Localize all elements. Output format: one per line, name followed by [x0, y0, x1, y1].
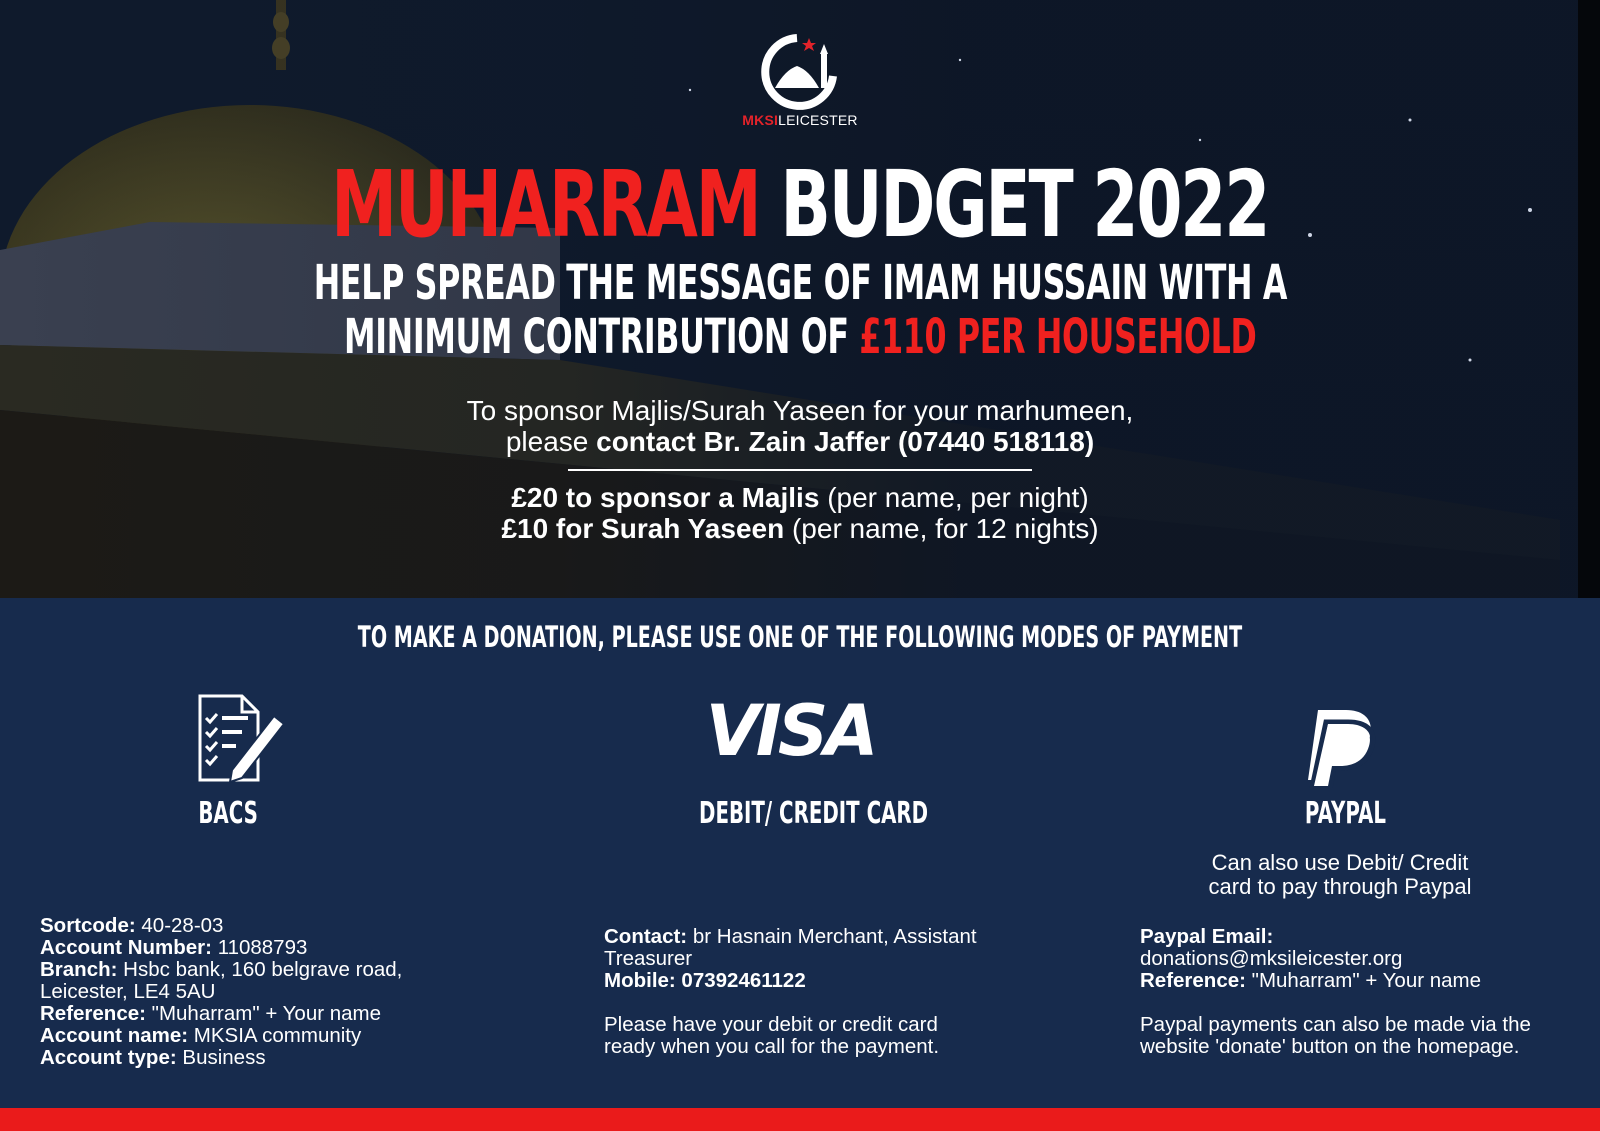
subheadline-white: MINIMUM CONTRIBUTION OF [343, 309, 849, 365]
logo-text-white: LEICESTER [778, 112, 858, 128]
paypal-web-note: Paypal payments can also be made via the [1140, 1013, 1531, 1036]
bacs-row: Sortcode: 40-28-03 [40, 914, 224, 937]
title-white: BUDGET 2022 [780, 151, 1269, 258]
card-contact: Contact: br Hasnain Merchant, Assistant [604, 925, 977, 948]
majlis-price-note: (per name, per night) [827, 482, 1089, 513]
divider [568, 469, 1032, 471]
bacs-details [40, 915, 500, 1069]
paypal-note-line: card to pay through Paypal [1208, 874, 1472, 899]
bacs-row: Leicester, LE4 5AU [40, 980, 216, 1003]
bacs-row: Account name: MKSIA community [40, 1024, 362, 1047]
paypal-icon [1298, 708, 1376, 788]
card-details [604, 926, 1044, 1058]
paypal-note-line: Can also use Debit/ Credit [1211, 850, 1469, 875]
logo-text-red: MKSI [742, 112, 779, 128]
card-note: Please have your debit or credit card [604, 1013, 938, 1036]
visa-logo: VISA [705, 690, 875, 772]
bacs-row: Branch: Hsbc bank, 160 belgrave road, [40, 958, 403, 981]
yaseen-price-note: (per name, for 12 nights) [791, 513, 1099, 544]
subheadline-red: £110 PER HOUSEHOLD [859, 309, 1257, 365]
footer-red-bar [0, 1108, 1600, 1131]
bacs-label: BACS [198, 796, 258, 831]
sponsor-contact: contact Br. Zain Jaffer (07440 518118) [596, 426, 1095, 457]
paypal-label: PAYPAL [1304, 796, 1386, 831]
bacs-row: Account Number: 11088793 [40, 936, 308, 959]
sponsor-line2 [0, 426, 1600, 457]
bacs-row: Reference: "Muharram" + Your name [40, 1002, 382, 1025]
paypal-web-note: website 'donate' button on the homepage. [1140, 1035, 1520, 1058]
majlis-price-bold: £20 to sponsor a Majlis [511, 482, 820, 513]
payment-heading: TO MAKE A DONATION, PLEASE USE ONE OF THE FOLLOWING MODES OF PAYMENT [357, 620, 1243, 654]
yaseen-price [0, 513, 1600, 544]
paypal-details [1140, 926, 1590, 1058]
subheadline-line2 [0, 310, 1600, 364]
paypal-reference: Reference: "Muharram" + Your name [1140, 969, 1482, 992]
paypal-email: donations@mksileicester.org [1140, 947, 1403, 970]
card-mobile: Mobile: 07392461122 [604, 969, 806, 992]
majlis-price [0, 482, 1600, 513]
checklist-pen-icon [196, 694, 286, 784]
title-red: MUHARRAM [331, 151, 760, 258]
yaseen-price-bold: £10 for Surah Yaseen [501, 513, 785, 544]
sponsor-line1: To sponsor Majlis/Surah Yaseen for your marhumeen, [466, 395, 1134, 426]
bacs-row: Account type: Business [40, 1046, 266, 1069]
card-contact-title: Treasurer [604, 947, 693, 970]
card-note: ready when you call for the payment. [604, 1035, 940, 1058]
sponsor-please: please [505, 426, 589, 457]
subheadline-line1: HELP SPREAD THE MESSAGE OF IMAM HUSSAIN WITH A [313, 255, 1287, 311]
mksi-logo [736, 30, 864, 130]
card-label: DEBIT/ CREDIT CARD [699, 796, 929, 831]
paypal-email-key: Paypal Email: [1140, 925, 1274, 948]
mosque-crescent-icon [757, 30, 843, 110]
paypal-note [1140, 851, 1540, 899]
page-title [0, 150, 1600, 260]
